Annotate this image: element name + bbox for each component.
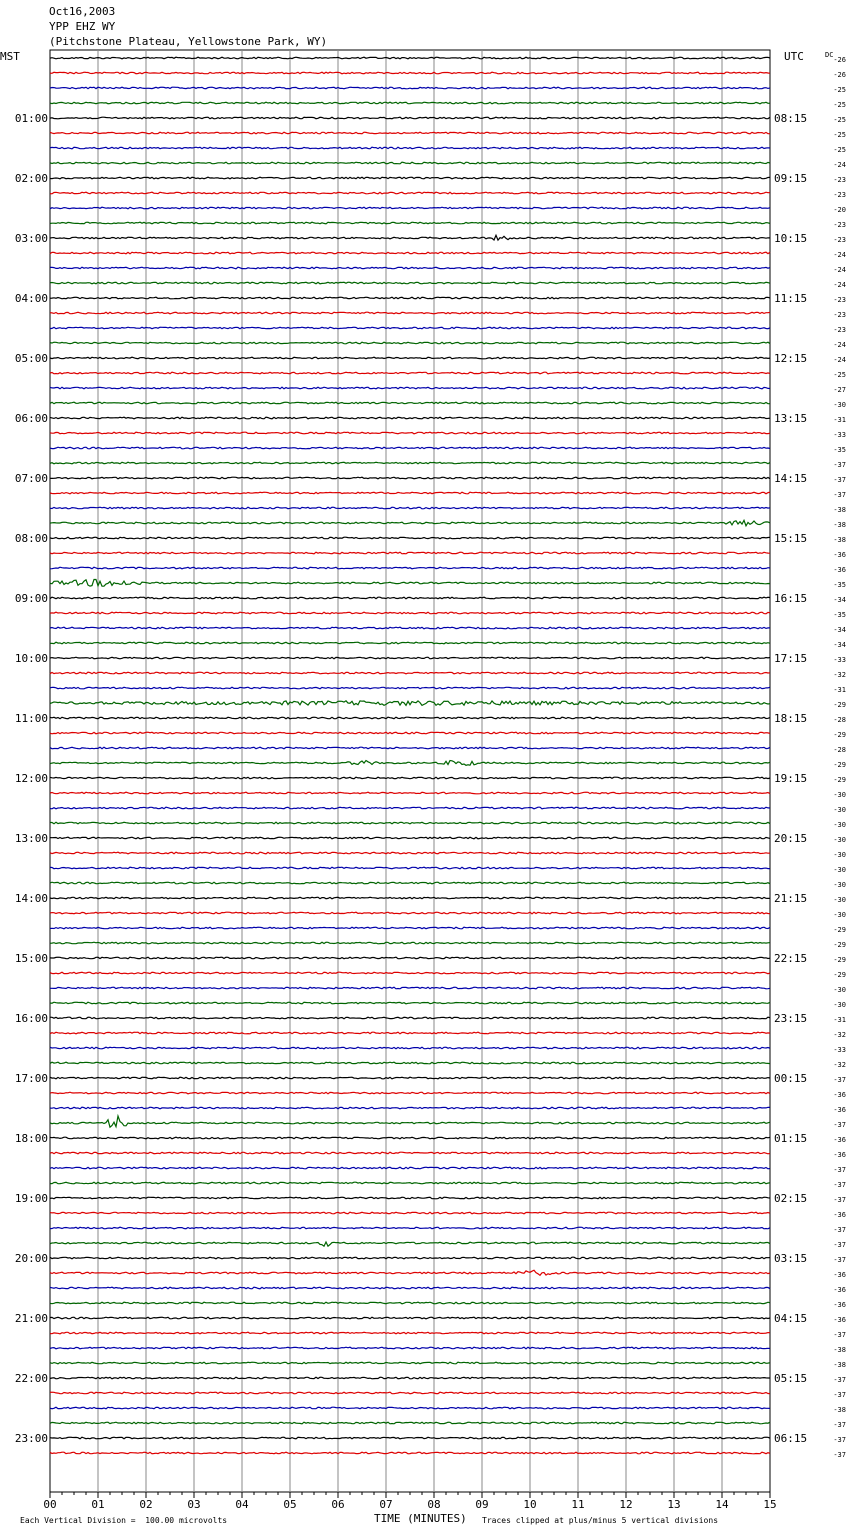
dc-offset-label: -38 bbox=[833, 506, 846, 514]
dc-offset-label: -23 bbox=[833, 296, 846, 304]
dc-offset-label: -25 bbox=[833, 371, 846, 379]
dc-offset-label: -36 bbox=[833, 1271, 846, 1279]
utc-label: UTC bbox=[784, 50, 804, 63]
hour-label-utc: 20:15 bbox=[774, 832, 808, 845]
dc-offset-label: -37 bbox=[833, 1256, 846, 1264]
seismic-trace bbox=[50, 552, 770, 554]
dc-offset-label: -30 bbox=[833, 791, 846, 799]
dc-offset-label: -37 bbox=[833, 461, 846, 469]
seismic-trace bbox=[50, 732, 770, 734]
seismic-trace bbox=[50, 1287, 770, 1289]
dc-offset-label: -30 bbox=[833, 866, 846, 874]
dc-offset-label: -37 bbox=[833, 1226, 846, 1234]
dc-offset-label: -24 bbox=[833, 356, 846, 364]
hour-label-mst: 19:00 bbox=[14, 1192, 48, 1205]
seismic-trace bbox=[50, 1077, 770, 1079]
scale-note: Each Vertical Division = 100.00 microvolts bbox=[20, 1516, 228, 1525]
dc-offset-label: -36 bbox=[833, 1286, 846, 1294]
seismic-trace bbox=[50, 807, 770, 809]
dc-offset-label: -37 bbox=[833, 1181, 846, 1189]
x-tick-label: 06 bbox=[331, 1498, 345, 1511]
hour-label-mst: 16:00 bbox=[14, 1012, 48, 1025]
x-tick-label: 02 bbox=[139, 1498, 153, 1511]
dc-offset-label: -37 bbox=[833, 491, 846, 499]
dc-offset-label: -29 bbox=[833, 971, 846, 979]
seismic-trace bbox=[50, 1377, 770, 1379]
seismic-trace bbox=[50, 1437, 770, 1439]
seismic-trace bbox=[50, 1182, 770, 1184]
dc-offset-label: -24 bbox=[833, 266, 846, 274]
hour-label-mst: 18:00 bbox=[14, 1132, 48, 1145]
x-tick-label: 01 bbox=[91, 1498, 105, 1511]
seismic-trace bbox=[50, 792, 770, 794]
dc-offset-label: -38 bbox=[833, 536, 846, 544]
seismic-trace bbox=[50, 747, 770, 749]
x-tick-label: 07 bbox=[379, 1498, 393, 1511]
x-tick-label: 00 bbox=[43, 1498, 57, 1511]
seismic-trace bbox=[50, 312, 770, 314]
seismic-trace bbox=[50, 1347, 770, 1349]
dc-offset-label: -36 bbox=[833, 1091, 846, 1099]
dc-offset-label: -34 bbox=[833, 626, 846, 634]
seismic-trace bbox=[50, 87, 770, 89]
seismic-trace bbox=[50, 1270, 770, 1275]
seismic-trace bbox=[50, 1167, 770, 1169]
hour-label-utc: 23:15 bbox=[774, 1012, 808, 1025]
seismic-trace bbox=[50, 207, 770, 209]
hour-label-utc: 13:15 bbox=[774, 412, 808, 425]
seismic-trace bbox=[50, 507, 770, 509]
dc-offset-label: -34 bbox=[833, 641, 846, 649]
dc-offset-label: -36 bbox=[833, 1211, 846, 1219]
dc-offset-label: -36 bbox=[833, 566, 846, 574]
dc-offset-label: -29 bbox=[833, 731, 846, 739]
hour-label-utc: 10:15 bbox=[774, 232, 808, 245]
dc-offset-label: -33 bbox=[833, 656, 846, 664]
seismic-trace bbox=[50, 477, 770, 479]
header-location: (Pitchstone Plateau, Yellowstone Park, WY) bbox=[49, 35, 328, 48]
hour-label-utc: 02:15 bbox=[774, 1192, 808, 1205]
hour-label-utc: 22:15 bbox=[774, 952, 808, 965]
hour-label-utc: 05:15 bbox=[774, 1372, 808, 1385]
seismic-trace bbox=[50, 972, 770, 974]
seismic-trace bbox=[50, 537, 770, 539]
dc-offset-label: -38 bbox=[833, 1346, 846, 1354]
seismic-trace bbox=[50, 701, 770, 706]
seismic-trace bbox=[50, 687, 770, 689]
hour-label-mst: 23:00 bbox=[14, 1432, 48, 1445]
hour-label-mst: 15:00 bbox=[14, 952, 48, 965]
x-tick-label: 10 bbox=[523, 1498, 537, 1511]
x-tick-label: 12 bbox=[619, 1498, 633, 1511]
seismic-trace bbox=[50, 597, 770, 599]
seismic-trace bbox=[50, 402, 770, 404]
dc-offset-label: -26 bbox=[833, 56, 846, 64]
x-tick-label: 04 bbox=[235, 1498, 249, 1511]
hour-label-mst: 20:00 bbox=[14, 1252, 48, 1265]
dc-offset-label: -32 bbox=[833, 1031, 846, 1039]
seismic-trace bbox=[50, 1407, 770, 1409]
seismic-trace bbox=[50, 657, 770, 659]
dc-offset-label: -36 bbox=[833, 1316, 846, 1324]
seismic-trace bbox=[50, 492, 770, 494]
dc-offset-label: -30 bbox=[833, 836, 846, 844]
dc-offset-label: -30 bbox=[833, 401, 846, 409]
dc-offset-label: -24 bbox=[833, 341, 846, 349]
seismic-trace bbox=[50, 282, 770, 284]
dc-offset-label: -30 bbox=[833, 851, 846, 859]
x-tick-label: 13 bbox=[667, 1498, 681, 1511]
dc-offset-label: -25 bbox=[833, 86, 846, 94]
dc-offset-label: -28 bbox=[833, 716, 846, 724]
dc-offset-label: -30 bbox=[833, 821, 846, 829]
seismic-trace bbox=[50, 1002, 770, 1004]
hour-label-mst: 21:00 bbox=[14, 1312, 48, 1325]
dc-offset-label: -37 bbox=[833, 1196, 846, 1204]
seismic-trace bbox=[50, 852, 770, 854]
dc-offset-label: -23 bbox=[833, 191, 846, 199]
hour-label-utc: 00:15 bbox=[774, 1072, 808, 1085]
seismic-trace bbox=[50, 567, 770, 569]
seismic-trace bbox=[50, 1062, 770, 1064]
hour-label-mst: 12:00 bbox=[14, 772, 48, 785]
dc-offset-label: -36 bbox=[833, 1106, 846, 1114]
seismic-trace bbox=[50, 580, 770, 587]
dc-offset-label: -30 bbox=[833, 806, 846, 814]
seismic-trace bbox=[50, 927, 770, 929]
seismic-trace bbox=[50, 520, 770, 526]
seismic-trace bbox=[50, 1242, 770, 1246]
seismic-trace bbox=[50, 447, 770, 449]
dc-offset-label: -29 bbox=[833, 761, 846, 769]
dc-offset-label: -25 bbox=[833, 131, 846, 139]
dc-offset-label: -28 bbox=[833, 746, 846, 754]
hour-label-mst: 14:00 bbox=[14, 892, 48, 905]
dc-offset-label: -30 bbox=[833, 986, 846, 994]
hour-label-mst: 08:00 bbox=[14, 532, 48, 545]
hour-label-mst: 11:00 bbox=[14, 712, 48, 725]
dc-offset-label: -29 bbox=[833, 926, 846, 934]
clip-note: Traces clipped at plus/minus 5 vertical divisions bbox=[482, 1516, 719, 1525]
dc-offset-label: -35 bbox=[833, 446, 846, 454]
dc-offset-label: -23 bbox=[833, 236, 846, 244]
dc-offset-label: -23 bbox=[833, 326, 846, 334]
seismic-trace bbox=[50, 1212, 770, 1214]
seismic-trace bbox=[50, 1227, 770, 1229]
seismic-trace bbox=[50, 117, 770, 119]
seismic-trace bbox=[50, 387, 770, 389]
dc-offset-label: -29 bbox=[833, 941, 846, 949]
dc-offset-label: -31 bbox=[833, 1016, 846, 1024]
seismic-trace bbox=[50, 1116, 770, 1127]
dc-offset-label: -23 bbox=[833, 221, 846, 229]
seismic-trace bbox=[50, 267, 770, 269]
x-tick-label: 11 bbox=[571, 1498, 585, 1511]
seismic-trace bbox=[50, 1017, 770, 1019]
hour-label-utc: 11:15 bbox=[774, 292, 808, 305]
seismic-trace bbox=[50, 147, 770, 149]
dc-offset-label: -23 bbox=[833, 176, 846, 184]
dc-offset-label: -36 bbox=[833, 1301, 846, 1309]
dc-offset-label: -24 bbox=[833, 251, 846, 259]
dc-offset-label: -30 bbox=[833, 911, 846, 919]
dc-offset-label: -33 bbox=[833, 1046, 846, 1054]
seismic-trace bbox=[50, 1107, 770, 1109]
seismic-trace bbox=[50, 177, 770, 179]
seismic-trace bbox=[50, 672, 770, 674]
hour-label-utc: 04:15 bbox=[774, 1312, 808, 1325]
seismic-trace bbox=[50, 1257, 770, 1259]
dc-offset-label: -30 bbox=[833, 896, 846, 904]
seismic-trace bbox=[50, 822, 770, 824]
dc-offset-label: -30 bbox=[833, 1001, 846, 1009]
hour-label-mst: 03:00 bbox=[14, 232, 48, 245]
seismic-trace bbox=[50, 192, 770, 194]
dc-offset-label: -24 bbox=[833, 161, 846, 169]
x-tick-label: 03 bbox=[187, 1498, 201, 1511]
seismic-trace bbox=[50, 1047, 770, 1049]
seismic-trace bbox=[50, 897, 770, 899]
dc-offset-label: -31 bbox=[833, 686, 846, 694]
seismic-trace bbox=[50, 57, 770, 59]
seismic-trace bbox=[50, 1197, 770, 1199]
dc-offset-label: -37 bbox=[833, 1121, 846, 1129]
dc-offset-label: -37 bbox=[833, 1241, 846, 1249]
x-tick-label: 08 bbox=[427, 1498, 441, 1511]
seismic-trace bbox=[50, 612, 770, 614]
dc-offset-label: -30 bbox=[833, 881, 846, 889]
x-tick-label: 15 bbox=[763, 1498, 777, 1511]
dc-offset-label: -37 bbox=[833, 1076, 846, 1084]
seismic-trace bbox=[50, 1317, 770, 1319]
dc-offset-label: -37 bbox=[833, 1436, 846, 1444]
hour-label-mst: 06:00 bbox=[14, 412, 48, 425]
dc-offset-label: -36 bbox=[833, 1136, 846, 1144]
seismic-trace bbox=[50, 627, 770, 629]
seismic-trace bbox=[50, 1092, 770, 1094]
seismic-trace bbox=[50, 132, 770, 134]
seismic-trace bbox=[50, 642, 770, 644]
seismic-trace bbox=[50, 1362, 770, 1364]
seismic-trace bbox=[50, 432, 770, 434]
seismic-trace bbox=[50, 987, 770, 989]
seismic-trace bbox=[50, 1392, 770, 1394]
hour-label-utc: 18:15 bbox=[774, 712, 808, 725]
seismic-trace bbox=[50, 882, 770, 884]
x-axis-title: TIME (MINUTES) bbox=[374, 1512, 467, 1525]
dc-offset-label: -35 bbox=[833, 581, 846, 589]
seismic-trace bbox=[50, 417, 770, 419]
hour-label-utc: 14:15 bbox=[774, 472, 808, 485]
dc-offset-label: -27 bbox=[833, 386, 846, 394]
dc-offset-label: -38 bbox=[833, 1406, 846, 1414]
hour-label-utc: 06:15 bbox=[774, 1432, 808, 1445]
hour-label-utc: 01:15 bbox=[774, 1132, 808, 1145]
hour-label-utc: 12:15 bbox=[774, 352, 808, 365]
dc-offset-label: -36 bbox=[833, 1151, 846, 1159]
dc-offset-label: -24 bbox=[833, 281, 846, 289]
dc-offset-label: -25 bbox=[833, 146, 846, 154]
seismic-trace bbox=[50, 942, 770, 944]
dc-offset-label: -37 bbox=[833, 1391, 846, 1399]
dc-offset-label: -37 bbox=[833, 1376, 846, 1384]
seismic-trace bbox=[50, 1302, 770, 1304]
seismic-trace bbox=[50, 342, 770, 344]
dc-offset-label: -32 bbox=[833, 1061, 846, 1069]
hour-label-utc: 15:15 bbox=[774, 532, 808, 545]
hour-label-mst: 10:00 bbox=[14, 652, 48, 665]
seismic-trace bbox=[50, 912, 770, 914]
dc-offset-label: -37 bbox=[833, 1451, 846, 1459]
hour-label-utc: 08:15 bbox=[774, 112, 808, 125]
hour-label-utc: 09:15 bbox=[774, 172, 808, 185]
dc-offset-label: -35 bbox=[833, 611, 846, 619]
seismic-trace bbox=[50, 1452, 770, 1454]
dc-offset-label: -25 bbox=[833, 116, 846, 124]
header-station: YPP EHZ WY bbox=[49, 20, 116, 33]
dc-offset-label: -25 bbox=[833, 101, 846, 109]
dc-offset-label: -36 bbox=[833, 551, 846, 559]
hour-label-mst: 22:00 bbox=[14, 1372, 48, 1385]
mst-label: MST bbox=[0, 50, 20, 63]
dc-offset-label: -26 bbox=[833, 71, 846, 79]
seismic-trace bbox=[50, 462, 770, 464]
seismic-trace bbox=[50, 162, 770, 164]
seismic-trace bbox=[50, 1332, 770, 1334]
hour-label-utc: 19:15 bbox=[774, 772, 808, 785]
dc-offset-label: -29 bbox=[833, 776, 846, 784]
seismic-trace bbox=[50, 372, 770, 374]
hour-label-utc: 21:15 bbox=[774, 892, 808, 905]
x-tick-label: 09 bbox=[475, 1498, 489, 1511]
hour-label-mst: 09:00 bbox=[14, 592, 48, 605]
dc-offset-label: -32 bbox=[833, 671, 846, 679]
dc-offset-label: -34 bbox=[833, 596, 846, 604]
seismic-trace bbox=[50, 222, 770, 224]
dc-offset-label: -37 bbox=[833, 1331, 846, 1339]
dc-offset-label: -37 bbox=[833, 1421, 846, 1429]
plot-frame bbox=[50, 50, 770, 1492]
seismic-trace bbox=[50, 252, 770, 254]
dc-offset-label: -37 bbox=[833, 1166, 846, 1174]
hour-label-utc: 03:15 bbox=[774, 1252, 808, 1265]
dc-offset-label: -38 bbox=[833, 521, 846, 529]
dc-offset-label: -37 bbox=[833, 476, 846, 484]
seismic-trace bbox=[50, 1137, 770, 1139]
hour-label-mst: 02:00 bbox=[14, 172, 48, 185]
hour-label-mst: 05:00 bbox=[14, 352, 48, 365]
dc-offset-label: -33 bbox=[833, 431, 846, 439]
seismic-trace bbox=[50, 297, 770, 299]
dc-offset-label: -31 bbox=[833, 416, 846, 424]
seismic-trace bbox=[50, 837, 770, 839]
seismic-trace bbox=[50, 1152, 770, 1154]
seismic-trace bbox=[50, 761, 770, 766]
hour-label-utc: 17:15 bbox=[774, 652, 808, 665]
hour-label-mst: 13:00 bbox=[14, 832, 48, 845]
dc-offset-label: -23 bbox=[833, 311, 846, 319]
seismic-trace bbox=[50, 1422, 770, 1424]
hour-label-utc: 16:15 bbox=[774, 592, 808, 605]
dc-label: DC bbox=[825, 51, 834, 59]
seismic-trace bbox=[50, 777, 770, 779]
header-date: Oct16,2003 bbox=[49, 5, 116, 18]
seismic-trace bbox=[50, 102, 770, 104]
hour-label-mst: 07:00 bbox=[14, 472, 48, 485]
dc-offset-label: -29 bbox=[833, 701, 846, 709]
hour-label-mst: 01:00 bbox=[14, 112, 48, 125]
seismic-trace bbox=[50, 957, 770, 959]
seismic-trace bbox=[50, 327, 770, 329]
hour-label-mst: 04:00 bbox=[14, 292, 48, 305]
seismic-trace bbox=[50, 867, 770, 869]
seismic-trace bbox=[50, 235, 770, 240]
seismic-trace bbox=[50, 357, 770, 359]
seismic-trace bbox=[50, 72, 770, 74]
dc-offset-label: -38 bbox=[833, 1361, 846, 1369]
x-tick-label: 14 bbox=[715, 1498, 729, 1511]
dc-offset-label: -29 bbox=[833, 956, 846, 964]
hour-label-mst: 17:00 bbox=[14, 1072, 48, 1085]
x-tick-label: 05 bbox=[283, 1498, 297, 1511]
dc-offset-label: -20 bbox=[833, 206, 846, 214]
seismic-trace bbox=[50, 717, 770, 719]
seismic-trace bbox=[50, 1032, 770, 1034]
